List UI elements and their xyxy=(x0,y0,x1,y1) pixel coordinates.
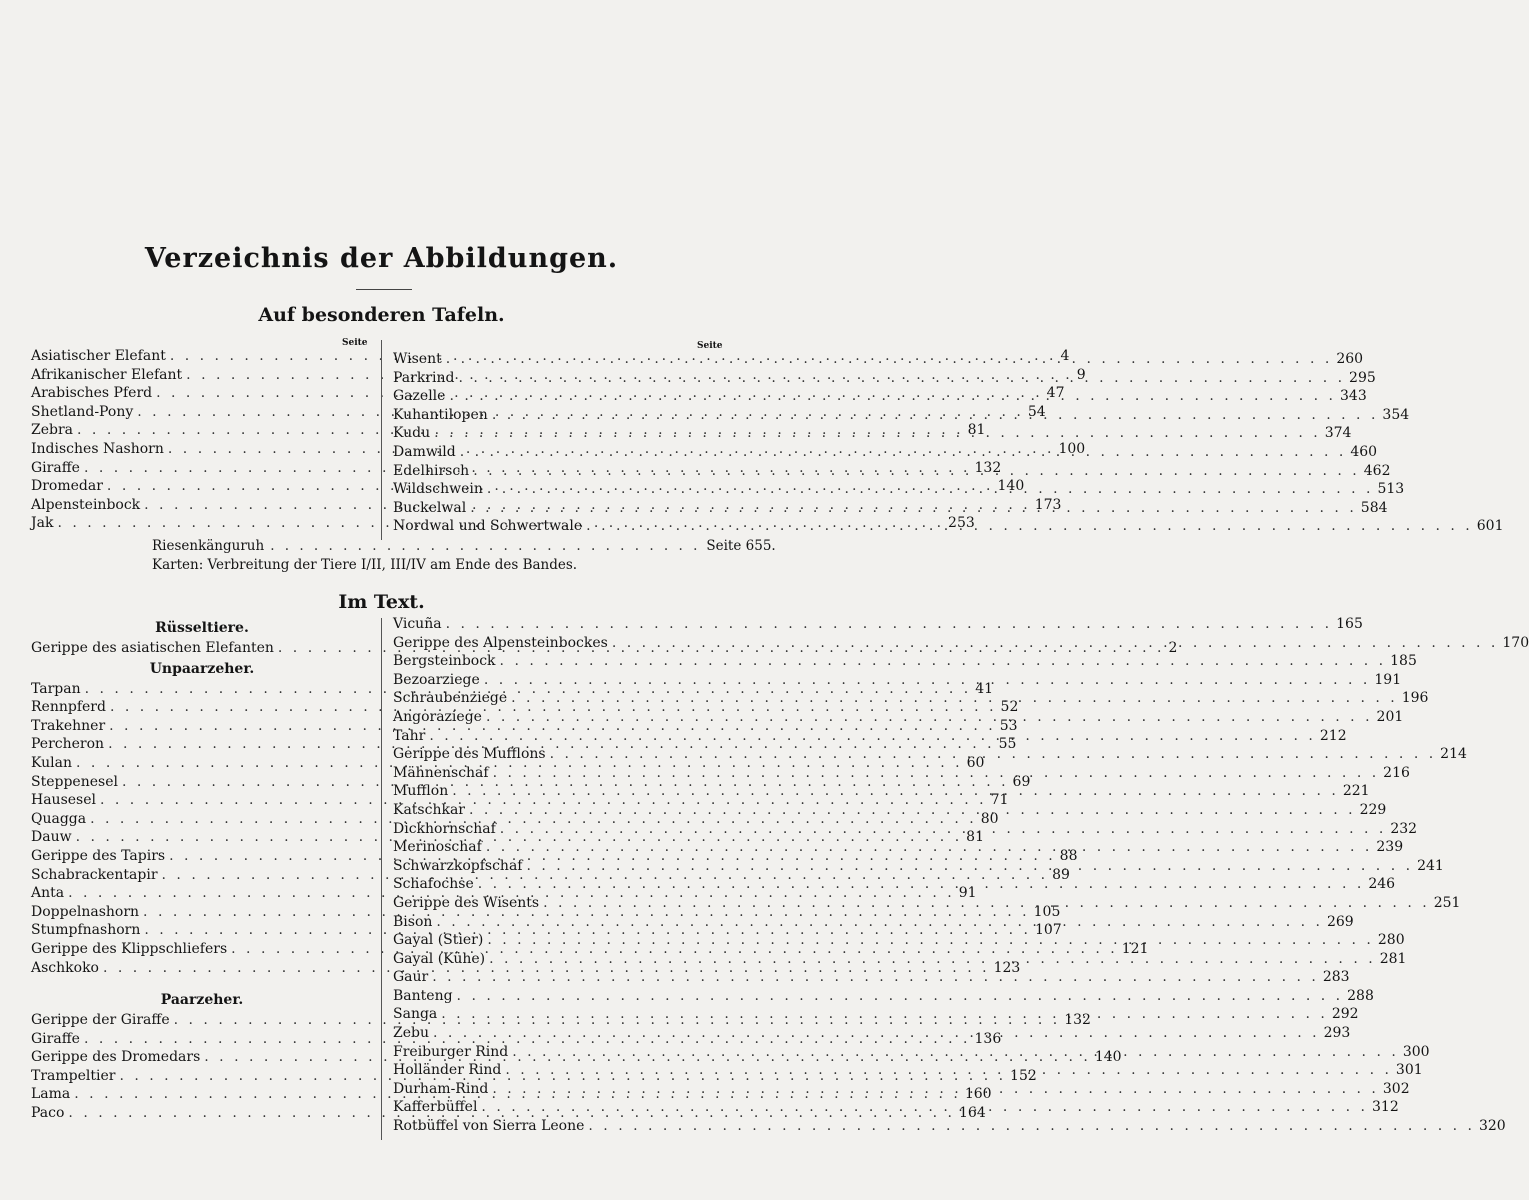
entry-label: Gerippe des Mufflons xyxy=(393,746,546,763)
page-number: 173 xyxy=(1034,496,1062,513)
page-number: 513 xyxy=(1377,481,1405,498)
page-number: 170 xyxy=(1502,634,1529,651)
index-entry xyxy=(393,369,1376,388)
entry-label: Banteng xyxy=(393,987,453,1004)
entry-label: Buckelwal xyxy=(393,499,467,516)
page-number: 81 xyxy=(967,422,986,439)
entry-label: Gerippe des Dromedars xyxy=(31,1049,201,1066)
leader-dots xyxy=(441,1005,1328,1024)
entry-label: Merinoschaf xyxy=(393,839,482,856)
entry-label: Wisent xyxy=(393,351,442,367)
leader-dots xyxy=(512,1043,1399,1062)
page-number: 136 xyxy=(974,1030,1002,1047)
page-number: 121 xyxy=(1121,940,1149,957)
entry-label: Doppelnashorn xyxy=(31,903,140,920)
index-entry xyxy=(393,1117,1506,1136)
text-heading: Im Text. xyxy=(338,591,425,613)
leader-dots xyxy=(511,689,1398,708)
page-number: 295 xyxy=(1349,369,1376,386)
page-number: 221 xyxy=(1342,783,1370,800)
leader-dots xyxy=(449,387,1336,406)
page-number: 320 xyxy=(1478,1118,1506,1135)
entry-label: Parkrind xyxy=(393,369,455,386)
leader-dots xyxy=(432,968,1319,987)
page-number: 54 xyxy=(1027,403,1046,420)
page-number: 123 xyxy=(993,959,1021,976)
leader-dots xyxy=(436,913,1323,932)
entry-label: Trampeltier xyxy=(31,1067,116,1084)
entry-label: Sanga xyxy=(393,1006,438,1023)
kangaroo-plate-line xyxy=(152,538,776,554)
entry-label: Dauw xyxy=(31,829,72,846)
seite-label-right: Seite xyxy=(697,341,723,351)
leader-dots xyxy=(486,838,1373,857)
entry-label: Kulan xyxy=(31,754,73,771)
page-number: 460 xyxy=(1350,443,1378,460)
page-number: 4 xyxy=(1060,348,1070,364)
entry-label: Zebra xyxy=(31,422,74,439)
entry-label: Giraffe xyxy=(31,459,80,476)
leader-dots xyxy=(481,1098,1368,1117)
page-number: 212 xyxy=(1319,727,1347,744)
page-number: 81 xyxy=(966,829,984,846)
page-number: 302 xyxy=(1382,1080,1410,1097)
page-number: 140 xyxy=(997,478,1025,495)
entry-label: Gayal (Kühe) xyxy=(393,950,486,967)
entry-label: Jak xyxy=(31,515,54,532)
page-number: 41 xyxy=(975,680,994,697)
entry-label: Mufflon xyxy=(393,783,449,800)
text-column-divider xyxy=(381,618,382,1140)
entry-label: Holländer Rind xyxy=(393,1062,502,1079)
page-number: 9 xyxy=(1076,366,1086,383)
page-number: 55 xyxy=(998,736,1017,753)
maps-note: Karten: Verbreitung der Tiere I/II, III/IV am Ende des Bandes. xyxy=(152,557,578,573)
entry-label: Bison xyxy=(393,913,433,930)
page-number: 185 xyxy=(1390,653,1417,670)
entry-label: Aschkoko xyxy=(31,959,99,976)
page-number: 2 xyxy=(1168,640,1178,656)
entry-label: Freiburger Rind xyxy=(393,1043,509,1060)
entry-label: Katschkar xyxy=(393,801,465,818)
leader-dots xyxy=(489,950,1376,969)
entry-label: Arabisches Pferd xyxy=(31,385,153,402)
entry-label: Nordwal und Schwertwale xyxy=(393,518,583,535)
entry-label: Kuhantilopen xyxy=(393,406,488,423)
entry-label: Asiatischer Elefant xyxy=(31,348,166,364)
page-number: 251 xyxy=(1433,894,1461,911)
page-number: 374 xyxy=(1324,425,1352,442)
kangaroo-leader-dots: . . . . . . . . . . . . . . . . . . . . . . . . . . . . . . xyxy=(270,538,701,554)
entry-label: Zebu xyxy=(393,1025,429,1042)
page-number: 281 xyxy=(1379,950,1407,967)
page-number: 152 xyxy=(1010,1067,1037,1084)
entry-label: Lama xyxy=(31,1086,71,1103)
page-number: 164 xyxy=(959,1105,986,1122)
entry-label: Tahr xyxy=(393,727,426,744)
entry-label: Gerippe des Tapirs xyxy=(31,847,166,864)
page-number: 105 xyxy=(1033,903,1061,920)
entry-label: Quagga xyxy=(31,810,87,827)
page-number: 88 xyxy=(1059,847,1078,864)
entry-label: Gerippe des Klippschliefers xyxy=(31,940,228,957)
leader-dots xyxy=(487,931,1374,950)
leader-dots xyxy=(487,480,1374,499)
page-number: 69 xyxy=(1012,773,1031,790)
entry-label: Gaur xyxy=(393,969,429,986)
leader-dots xyxy=(500,652,1387,671)
leader-dots xyxy=(473,462,1360,481)
leader-dots xyxy=(492,1080,1379,1099)
entry-label: Durham-Rind xyxy=(393,1080,489,1097)
entry-label: Edelhirsch xyxy=(393,462,470,479)
entry-label: Gerippe des Wisents xyxy=(393,894,540,911)
page-number: 91 xyxy=(958,885,977,902)
leader-dots xyxy=(500,820,1387,839)
page-number: 280 xyxy=(1377,932,1405,949)
page-number: 343 xyxy=(1340,388,1367,405)
entry-label: Schabrackentapir xyxy=(31,866,158,883)
index-entry xyxy=(393,652,1417,671)
plates-heading: Auf besonderen Tafeln. xyxy=(258,304,505,326)
page-number: 60 xyxy=(966,754,985,771)
page-number: 107 xyxy=(1034,922,1062,939)
page-number: 216 xyxy=(1383,764,1410,781)
leader-dots xyxy=(434,424,1321,443)
page-number: 462 xyxy=(1363,462,1391,479)
group-heading: Unpaarzeher. xyxy=(149,660,255,677)
page-number: 260 xyxy=(1336,351,1364,367)
page-number: 201 xyxy=(1376,708,1404,725)
entry-label: Bergsteinbock xyxy=(393,653,496,670)
leader-dots xyxy=(543,894,1430,913)
leader-dots xyxy=(429,727,1316,746)
leader-dots xyxy=(486,708,1373,727)
leader-dots xyxy=(446,615,1333,634)
index-entry xyxy=(393,968,1350,987)
entry-label: Stumpfnashorn xyxy=(31,922,141,939)
leader-dots xyxy=(588,1117,1475,1136)
entry-label: Vicuña xyxy=(393,616,442,632)
page-number: 354 xyxy=(1382,406,1410,423)
leader-dots xyxy=(452,782,1339,801)
page-number: 301 xyxy=(1395,1062,1423,1079)
page-number: 196 xyxy=(1401,690,1429,707)
title-divider xyxy=(356,289,412,290)
entry-label: Trakehner xyxy=(31,717,106,734)
leader-dots xyxy=(478,875,1365,894)
entry-label: Hausesel xyxy=(31,792,96,809)
entry-label: Kafferbüffel xyxy=(393,1099,478,1116)
page-number: 300 xyxy=(1402,1043,1430,1060)
entry-label: Steppenesel xyxy=(31,773,118,790)
leader-dots xyxy=(470,499,1357,518)
page-number: 246 xyxy=(1368,876,1396,893)
page-number: 283 xyxy=(1322,969,1350,986)
page-number: 47 xyxy=(1046,385,1065,402)
page-number: 232 xyxy=(1390,820,1418,837)
index-entry xyxy=(393,350,1364,369)
entry-label: Afrikanischer Elefant xyxy=(31,366,183,383)
page-number: 160 xyxy=(964,1086,992,1103)
entry-label: Angoraziege xyxy=(393,708,482,725)
leader-dots xyxy=(493,764,1380,783)
index-entry xyxy=(393,615,1363,634)
index-entry xyxy=(393,634,1529,653)
leader-dots xyxy=(458,369,1345,388)
group-heading: Paarzeher. xyxy=(160,992,244,1009)
page-number: 292 xyxy=(1331,1006,1359,1023)
page-number: 89 xyxy=(1052,866,1070,883)
entry-label: Bezoarziege xyxy=(393,671,480,688)
leader-dots xyxy=(550,745,1437,764)
entry-label: Paco xyxy=(31,1105,65,1122)
leader-dots xyxy=(526,857,1413,876)
entry-label: Gerippe des Alpensteinbockes xyxy=(393,634,608,651)
page-number: 269 xyxy=(1326,913,1354,930)
leader-dots xyxy=(457,987,1344,1006)
page-title: Verzeichnis der Abbildungen. xyxy=(144,243,619,274)
kangaroo-label: Riesenkänguruh xyxy=(152,538,265,554)
page-number: 239 xyxy=(1376,839,1404,856)
page-number: 53 xyxy=(999,717,1018,734)
page-number: 52 xyxy=(1000,699,1019,716)
index-entry xyxy=(393,987,1374,1006)
index-entry xyxy=(393,406,1410,425)
page-number: 293 xyxy=(1323,1025,1351,1042)
leader-dots xyxy=(586,517,1473,536)
entry-label: Damwild xyxy=(393,443,456,460)
leader-dots xyxy=(460,443,1347,462)
page-number: 80 xyxy=(980,810,999,827)
entry-label: Rennpferd xyxy=(31,699,106,716)
entry-label: Percheron xyxy=(31,736,105,753)
entry-label: Alpensteinbock xyxy=(31,496,141,513)
kangaroo-page: Seite 655. xyxy=(706,538,776,554)
page-number: 288 xyxy=(1347,987,1374,1004)
entry-label: Rotbüffel von Sierra Leone xyxy=(393,1118,585,1135)
entry-label: Dickhornschaf xyxy=(393,820,496,837)
entry-label: Wildschwein xyxy=(393,481,483,498)
leader-dots xyxy=(505,1061,1392,1080)
leader-dots xyxy=(492,406,1379,425)
page-number: 165 xyxy=(1336,616,1363,632)
leader-dots xyxy=(484,671,1371,690)
entry-label: Gazelle xyxy=(393,388,446,405)
entry-label: Shetland-Pony xyxy=(31,403,134,420)
page-number: 100 xyxy=(1058,440,1086,457)
page-number: 229 xyxy=(1359,801,1387,818)
entry-label: Kudu xyxy=(393,425,431,442)
page-number: 71 xyxy=(990,792,1009,809)
entry-label: Gayal (Stier) xyxy=(393,932,484,949)
entry-label: Schwarzkopfschaf xyxy=(393,857,523,874)
page-number: 584 xyxy=(1360,499,1388,516)
entry-label: Gerippe der Giraffe xyxy=(31,1012,170,1029)
page-number: 214 xyxy=(1440,746,1467,763)
entry-label: Tarpan xyxy=(31,680,81,697)
page-number: 132 xyxy=(1064,1012,1091,1029)
entry-label: Dromedar xyxy=(31,478,103,495)
spacer xyxy=(31,977,373,989)
leader-dots xyxy=(446,350,1333,369)
page-number: 312 xyxy=(1372,1099,1399,1116)
page-number: 601 xyxy=(1476,518,1504,535)
entry-label: Giraffe xyxy=(31,1030,80,1047)
group-heading: Rüsseltiere. xyxy=(155,620,249,636)
page-number: 253 xyxy=(948,515,975,532)
page-number: 241 xyxy=(1417,857,1444,874)
entry-label: Schafochse xyxy=(393,876,474,893)
page-number: 132 xyxy=(974,459,1002,476)
entry-label: Indisches Nashorn xyxy=(31,440,164,457)
entry-label: Gerippe des asiatischen Elefanten xyxy=(31,640,274,656)
entry-label: Anta xyxy=(31,885,65,902)
seite-label-left: Seite xyxy=(342,338,368,348)
leader-dots xyxy=(433,1024,1320,1043)
entry-label: Mähnenschaf xyxy=(393,764,489,781)
page-number: 191 xyxy=(1374,671,1402,688)
leader-dots xyxy=(612,634,1499,653)
page-number: 140 xyxy=(1094,1049,1122,1066)
plates-column-divider xyxy=(381,340,382,540)
leader-dots xyxy=(469,801,1356,820)
entry-label: Schraubenziege xyxy=(393,690,508,707)
